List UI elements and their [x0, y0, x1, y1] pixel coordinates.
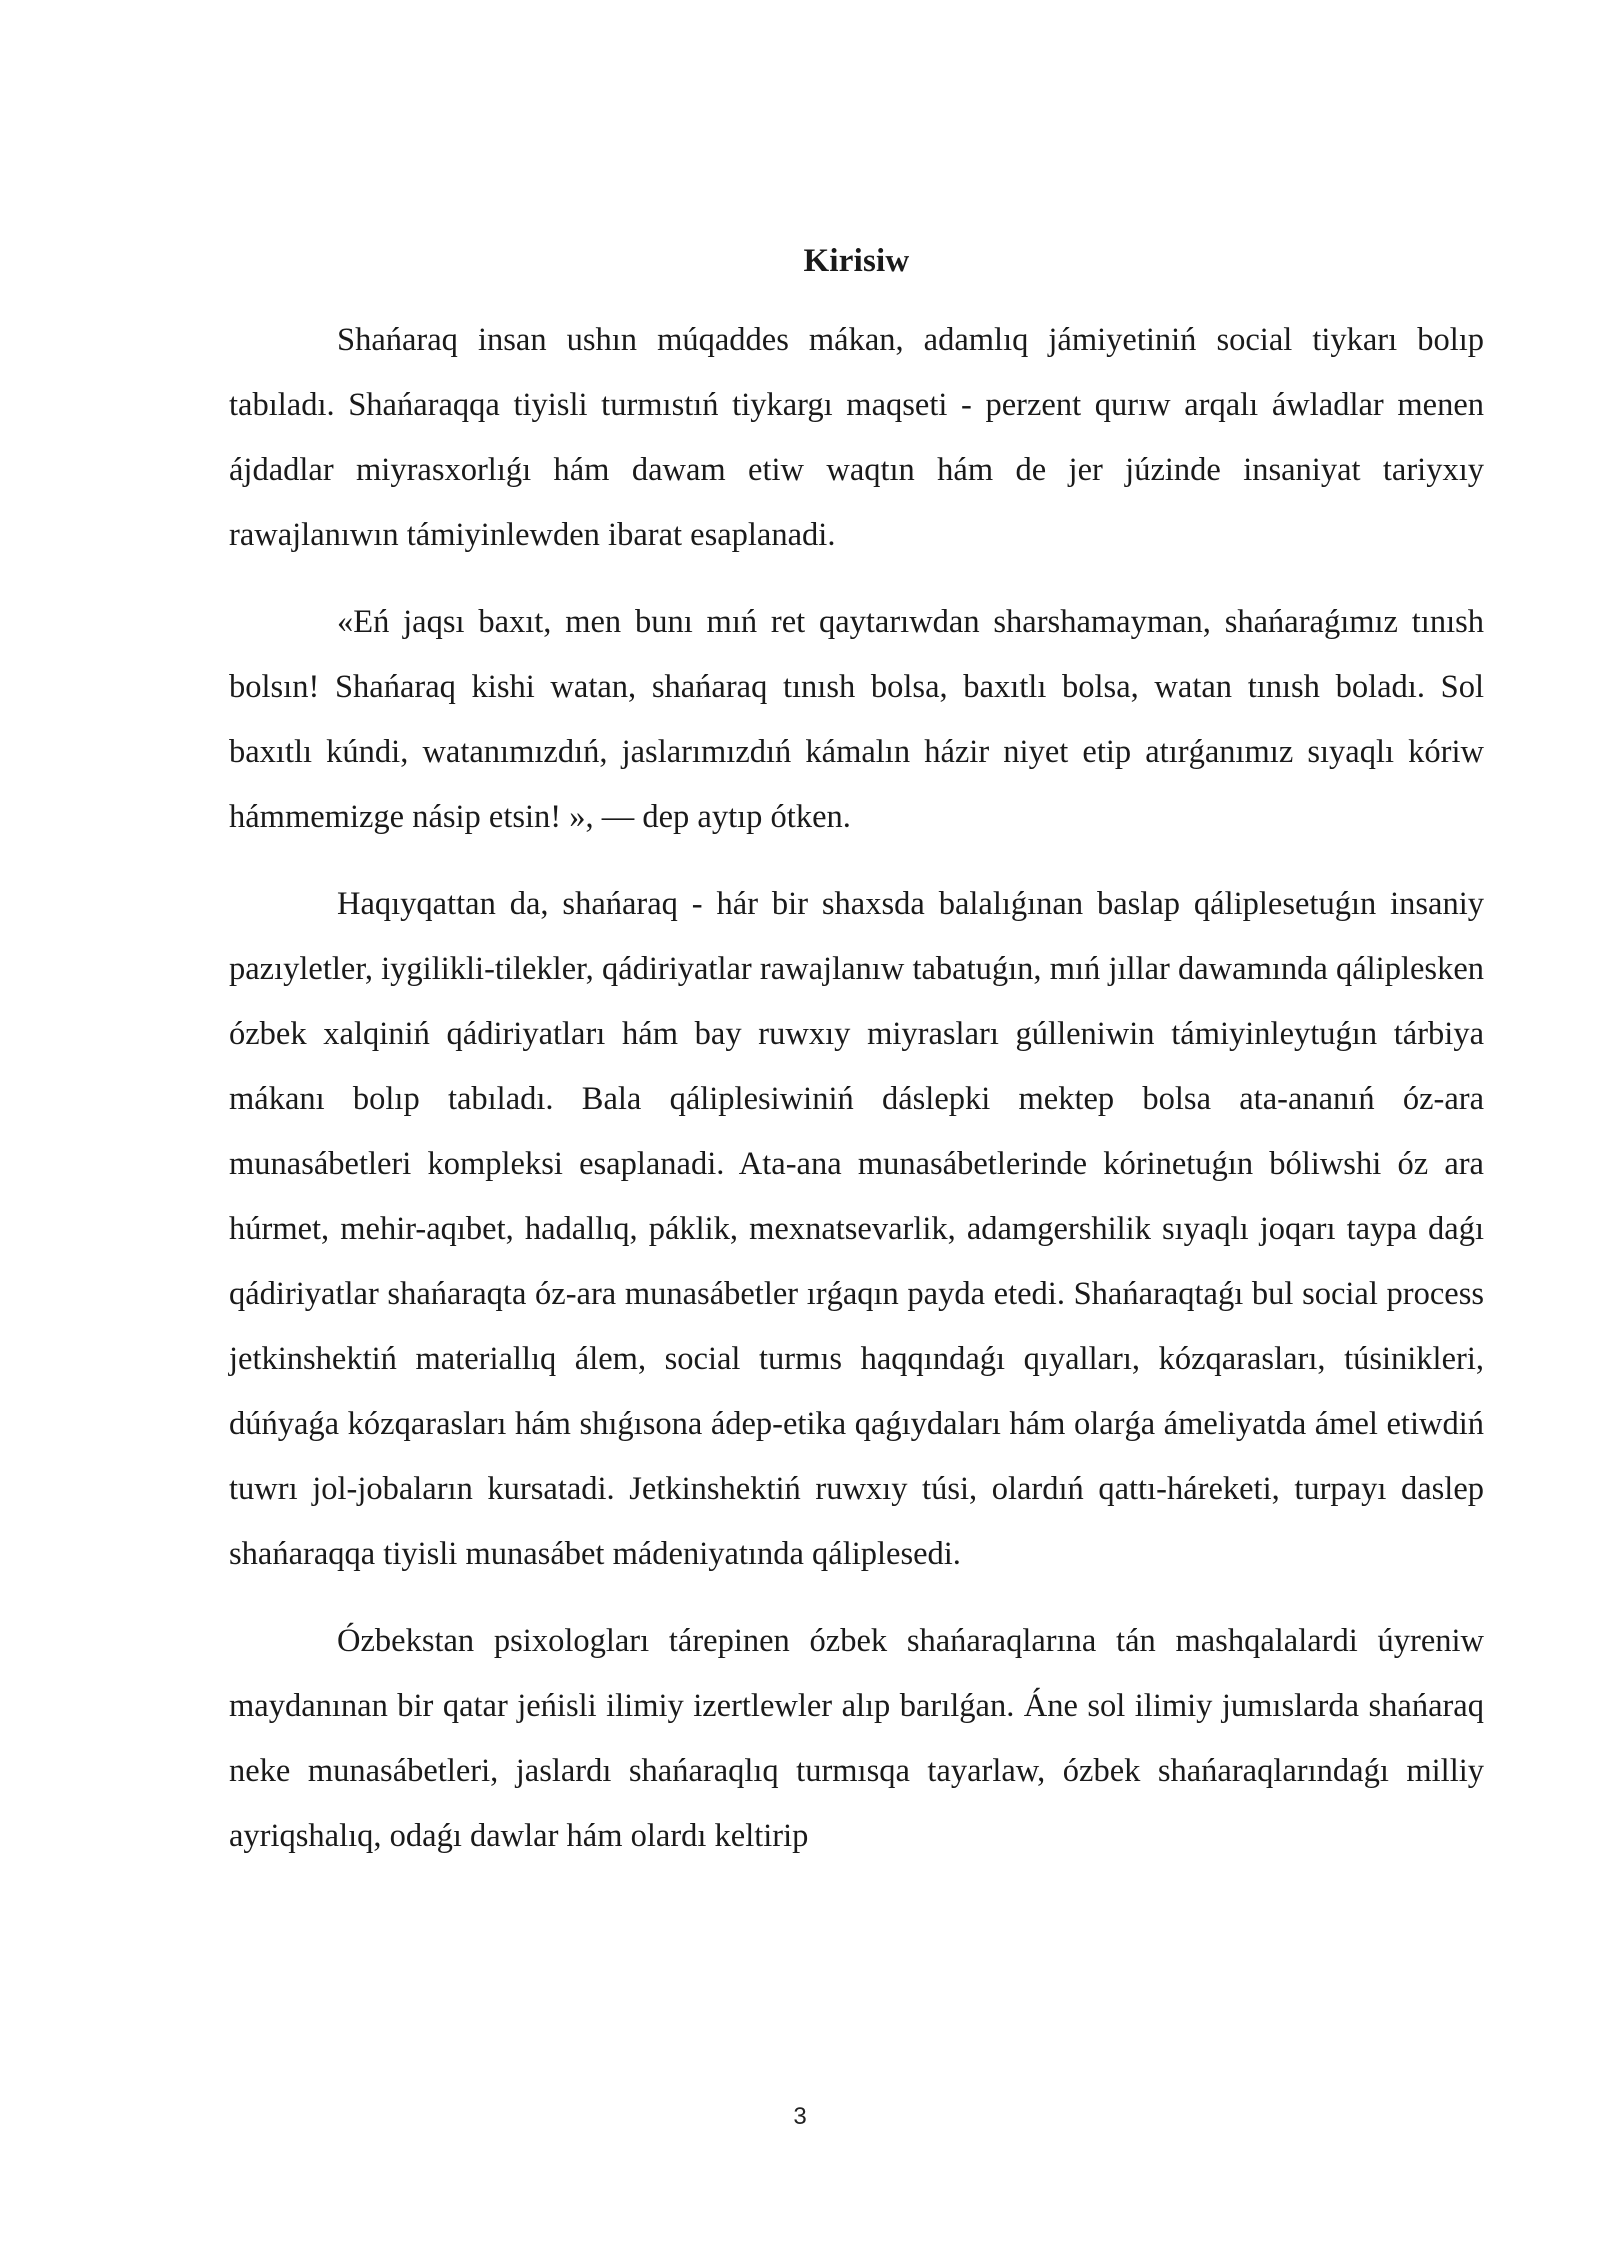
- page-number: 3: [793, 2103, 807, 2130]
- paragraph-2-quote: «Eń jaqsı baxıt, men bunı mıń ret qaytarıwdan sharshamayman, shańaraǵımız tınısh bolsın! Shańaraq kishi watan, shańaraq tınısh bolsa, baxıtlı bolsa, watan tınısh boladı. Sol baxıtlı kúndi, watanımızdıń, jaslarımızdıń kámalın házir niyet etip atırǵanımız sıyaqlı kóriw hámmemizge násip etsin! », — dep aytıp ótken.: [229, 604, 1484, 835]
- page-content: [229, 232, 1484, 1891]
- section-title: Kirisiw: [803, 243, 910, 279]
- paragraph-1: Shańaraq insan ushın múqaddes mákan, adamlıq jámiyetiniń social tiykarı bolıp tabıladı. Shańaraqqa tiyisli turmıstıń tiykargı maqseti - perzent qurıw arqalı áwladlar menen ájdadlar miyrasxorlıǵı hám dawam etiw waqtın hám de jer júzinde insaniyat tariyxıy rawajlanıwın támiyinlewden ibarat esaplanadi.: [229, 322, 1484, 553]
- paragraph-3: Haqıyqattan da, shańaraq - hár bir shaxsda balalıǵınan baslap qáliplesetuǵın insaniy pazıyletler, iygilikli-tilekler, qádiriyatlar rawajlanıw tabatuǵın, mıń jıllar dawamında qáliplesken ózbek xalqiniń qádiriyatları hám bay ruwxıy miyrasları gúlleniwin támiyinleytuǵın tárbiya mákanı bolıp tabıladı. Bala qáliplesiwiniń dáslepki mektep bolsa ata-ananıń óz-ara munasábetleri kompleksi esaplanadi. Ata-ana munasábetlerinde kórinetuǵın bóliwshi óz ara húrmet, mehir-aqıbet, hadallıq, páklik, mexnatsevarlik, adamgershilik sıyaqlı joqarı taypa daǵı qádiriyatlar shańaraqta óz-ara munasábetler ırǵaqın payda etedi. Shańaraqtaǵı bul social process jetkinshektiń materiallıq álem, social turmıs haqqındaǵı qıyalları, kózqarasları, túsinikleri, dúńyaǵa kózqarasları hám shıǵısona ádep-etika qaǵıydaları hám olarǵa ámeliyatda ámel etiwdiń tuwrı jol-jobaların kursatadi. Jetkinshektiń ruwxıy túsi, olardıń qattı-háreketi, turpayı daslep shańaraqqa tiyisli munasábet mádeniyatında qáliplesedi.: [229, 886, 1484, 1572]
- paragraph-4: Ózbekstan psixologları tárepinen ózbek shańaraqlarına tán mashqalalardi úyreniw maydanınan bir qatar jeńisli ilimiy izertlewler alıp barılǵan. Áne sol ilimiy jumıslarda shańaraq neke munasábetleri, jaslardı shańaraqlıq turmısqa tayarlaw, ózbek shańaraqlarındaǵı milliy ayriqshalıq, odaǵı dawlar hám olardı keltirip: [229, 1623, 1484, 1854]
